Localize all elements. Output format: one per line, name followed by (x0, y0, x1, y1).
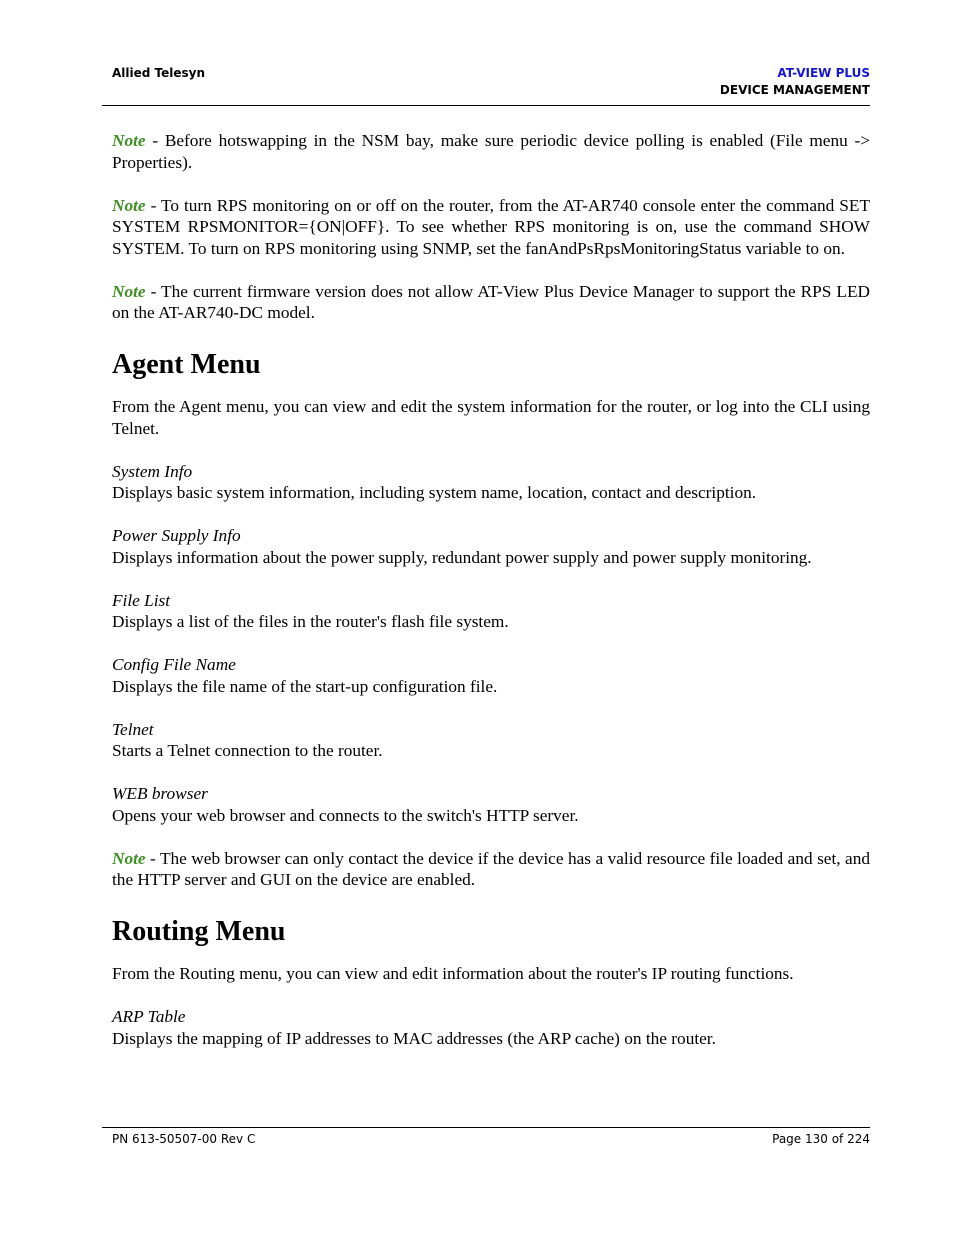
agent-menu-intro: From the Agent menu, you can view and edit the system information for the router, or log into the CLI using Telnet. (112, 397, 870, 438)
desc-web-browser: Opens your web browser and connects to the switch's HTTP server. (112, 805, 579, 825)
term-power-supply-info: Power Supply Info (112, 526, 241, 545)
note-paragraph (112, 281, 870, 324)
note-text: - The current firmware version does not allow AT-View Plus Device Manager to support the RPS LED on the AT-AR740-DC model. (112, 281, 870, 322)
term-web-browser: WEB browser (112, 784, 208, 803)
product-name: AT-VIEW PLUS (777, 66, 870, 80)
page-number: Page 130 of 224 (772, 1132, 870, 1146)
note-label: Note (112, 848, 146, 868)
page-content (112, 130, 870, 1049)
desc-telnet: Starts a Telnet connection to the router. (112, 741, 383, 760)
note-label: Note (112, 131, 146, 150)
page-header (102, 64, 870, 106)
note-text: - Before hotswapping in the NSM bay, make sure periodic device polling is enabled (File menu -> Properties). (112, 131, 870, 172)
term-arp-table: ARP Table (112, 1007, 186, 1026)
term-telnet: Telnet (112, 719, 154, 739)
routing-menu-intro: From the Routing menu, you can view and edit information about the router's IP routing functions. (112, 964, 794, 983)
term-system-info: System Info (112, 461, 193, 481)
page-footer (102, 1127, 870, 1146)
web-browser-note (112, 848, 870, 891)
note-paragraph (112, 130, 870, 173)
note-text: - To turn RPS monitoring on or off on the router, from the AT-AR740 console enter the command SET SYSTEM RPSMONITOR={ON|OFF}. To see whether RPS monitoring is on, use the command SHOW SYSTEM. To turn on RPS monitoring using SNMP, set the fanAndPsRpsMonitoringStatus variable to on. (112, 195, 870, 258)
desc-arp-table: Displays the mapping of IP addresses to MAC addresses (the ARP cache) on the router. (112, 1028, 716, 1048)
desc-power-supply-info: Displays information about the power supply, redundant power supply and power supply monitoring. (112, 547, 812, 567)
routing-menu-heading: Routing Menu (112, 916, 286, 947)
desc-config-file-name: Displays the file name of the start-up configuration file. (112, 676, 498, 696)
section-name: DEVICE MANAGEMENT (719, 83, 870, 97)
part-number: PN 613-50507-00 Rev C (112, 1132, 256, 1146)
desc-file-list: Displays a list of the files in the router's flash file system. (112, 612, 509, 631)
note-label: Note (112, 195, 146, 215)
note-text: - The web browser can only contact the device if the device has a valid resource file loaded and set, and the HTTP server and GUI on the device are enabled. (112, 848, 870, 889)
company-name: Allied Telesyn (112, 66, 206, 80)
note-paragraph (112, 195, 870, 260)
term-file-list: File List (112, 590, 171, 610)
term-config-file-name: Config File Name (112, 655, 236, 674)
desc-system-info: Displays basic system information, including system name, location, contact and description. (112, 483, 757, 502)
agent-menu-heading: Agent Menu (112, 349, 261, 380)
note-label: Note (112, 281, 146, 301)
